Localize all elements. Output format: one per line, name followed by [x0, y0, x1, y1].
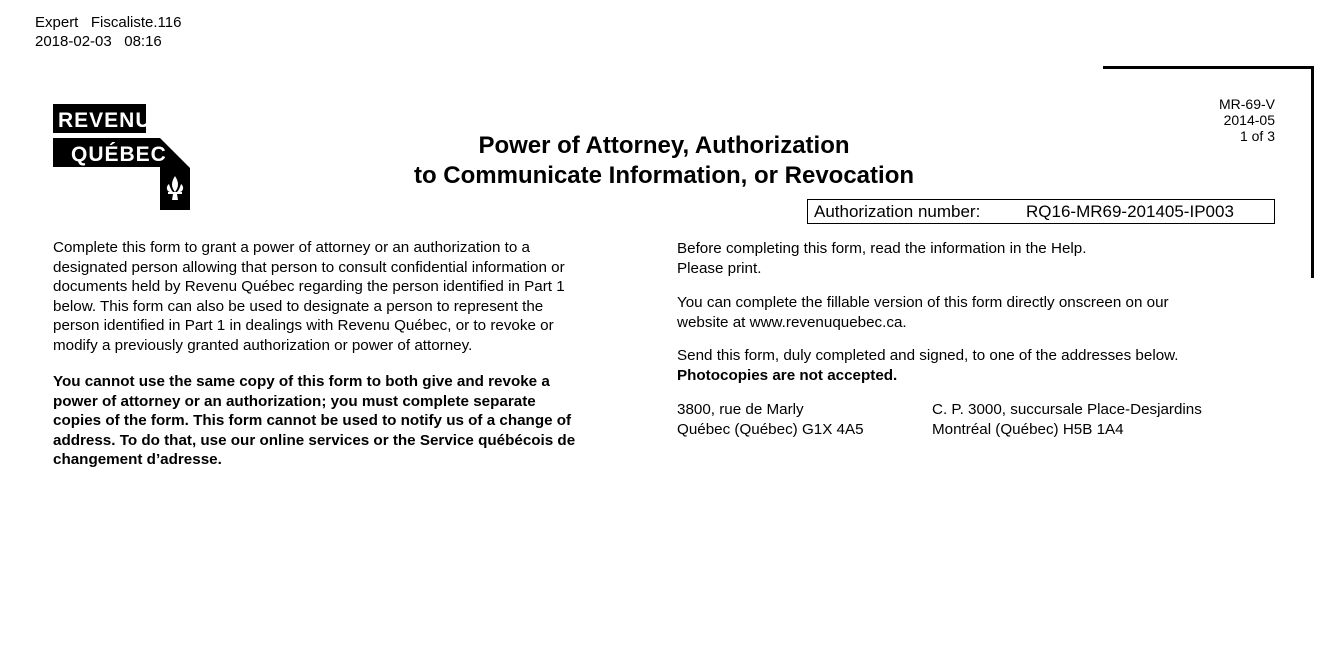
address-quebec	[677, 400, 917, 439]
header-timestamp: 2018-02-03 08:16	[35, 33, 162, 50]
logo-line2: QUÉBEC	[71, 143, 167, 166]
send-line: Send this form, duly completed and signed, to one of the addresses below.	[677, 347, 1179, 364]
title-line1: Power of Attorney, Authorization	[478, 132, 850, 159]
fillable-line: website at www.revenuquebec.ca.	[677, 313, 907, 331]
intro-line: documents held by Revenu Québec regarding the person identified in Part 1	[53, 278, 565, 295]
form-page: 1 of 3	[1239, 128, 1275, 144]
warning-line: You cannot use the same copy of this form to both give and revoke a	[53, 373, 550, 390]
warning-line: power of attorney or an authorization; you must complete separate	[53, 392, 536, 410]
intro-line: person identified in Part 1 in dealings with Revenu Québec, or to revoke or	[53, 317, 554, 334]
help-paragraph	[677, 239, 1237, 278]
address-line: Québec (Québec) G1X 4A5	[677, 420, 864, 438]
title-line2: to Communicate Information, or Revocation	[413, 162, 915, 189]
intro-line: Complete this form to grant a power of attorney or an authorization to a	[53, 239, 530, 256]
logo-line1: REVENU	[58, 109, 152, 132]
intro-line: below. This form can also be used to designate a person to represent the	[53, 297, 544, 315]
revenu-quebec-logo	[53, 104, 193, 212]
warning-line: changement d’adresse.	[53, 451, 222, 468]
help-line: Before completing this form, read the information in the Help.	[677, 240, 1087, 257]
intro-paragraph	[53, 238, 653, 355]
form-code: MR-69-V	[1218, 96, 1275, 112]
authorization-label: Authorization number:	[814, 202, 981, 221]
send-paragraph	[677, 346, 1257, 385]
fillable-paragraph	[677, 293, 1237, 332]
warning-line: address. To do that, use our online services or the Service québécois de	[53, 431, 576, 449]
address-line: C. P. 3000, succursale Place-Desjardins	[932, 401, 1202, 418]
warning-paragraph	[53, 372, 653, 470]
address-montreal	[932, 400, 1252, 439]
header-user: Expert Fiscaliste.116	[35, 14, 182, 31]
warning-line: copies of the form. This form cannot be used to notify us of a change of	[53, 412, 572, 429]
page-title	[330, 131, 998, 191]
authorization-number-box	[807, 199, 1275, 224]
form-version: 2014-05	[1223, 112, 1275, 128]
fillable-line: You can complete the fillable version of this form directly onscreen on our	[677, 294, 1169, 311]
address-line: 3800, rue de Marly	[677, 401, 804, 418]
intro-line: modify a previously granted authorization or power of attorney.	[53, 336, 473, 354]
form-meta	[1219, 96, 1275, 144]
intro-line: designated person allowing that person to consult confidential information or	[53, 258, 565, 276]
photocopies-notice: Photocopies are not accepted.	[677, 366, 898, 384]
address-line: Montréal (Québec) H5B 1A4	[932, 420, 1124, 438]
authorization-value: RQ16-MR69-201405-IP003	[1026, 202, 1234, 221]
help-line: Please print.	[677, 259, 762, 277]
